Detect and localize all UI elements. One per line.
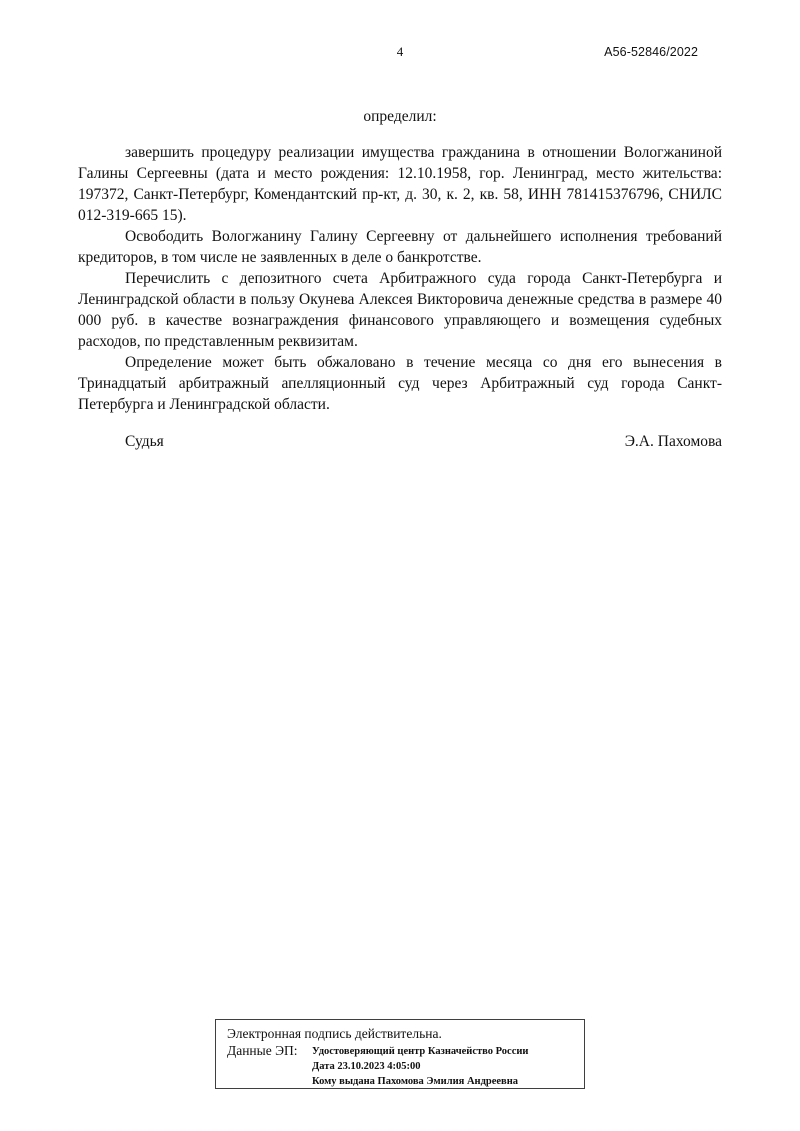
signature-row	[78, 433, 722, 451]
ruling-body	[78, 142, 722, 415]
stamp-data-row	[227, 1043, 578, 1089]
case-number: А56-52846/2022	[604, 45, 698, 59]
ruling-paragraph-4: Определение может быть обжаловано в течение месяца со дня его вынесения в Тринадцатый арбитражный апелляционный суд через Арбитражный суд города Санкт-Петербурга и Ленинградской области.	[78, 354, 722, 413]
ruling-heading: определил:	[363, 108, 437, 125]
stamp-details	[312, 1043, 528, 1089]
electronic-signature-stamp	[215, 1019, 585, 1089]
stamp-data-label: Данные ЭП:	[227, 1043, 298, 1058]
page-number: 4	[396, 44, 404, 59]
judge-name: Э.А. Пахомова	[624, 433, 722, 450]
stamp-detail-issued-to: Кому выдана Пахомова Эмилия Андреевна	[312, 1076, 519, 1087]
page-header	[0, 44, 800, 64]
ruling-paragraph-2: Освободить Вологжанину Галину Сергеевну от дальнейшего исполнения требований кредиторов, в том числе не заявленных в деле о банкротстве.	[78, 228, 722, 266]
stamp-detail-date: Дата 23.10.2023 4:05:00	[312, 1061, 421, 1072]
ruling-paragraph-3: Перечислить с депозитного счета Арбитражного суда города Санкт-Петербурга и Ленинградской области в пользу Окунева Алексея Викторовича денежные средства в размере 40 000 руб. в качестве вознаграждения финансового управляющего и возмещения судебных расходов, по представленным реквизитам.	[78, 270, 722, 350]
stamp-detail-authority: Удостоверяющий центр Казначейство России	[312, 1046, 529, 1057]
judge-label: Судья	[125, 433, 164, 450]
stamp-valid-text: Электронная подпись действительна.	[227, 1026, 442, 1041]
ruling-paragraph-1: завершить процедуру реализации имущества гражданина в отношении Вологжаниной Галины Сергеевны (дата и место рождения: 12.10.1958, гор. Ленинград, место жительства: 197372, Санкт-Петербург, Комендантский пр-кт, д. 30, к. 2, кв. 58, ИНН 781415376796, СНИЛС 012-319-665 15).	[78, 144, 722, 224]
